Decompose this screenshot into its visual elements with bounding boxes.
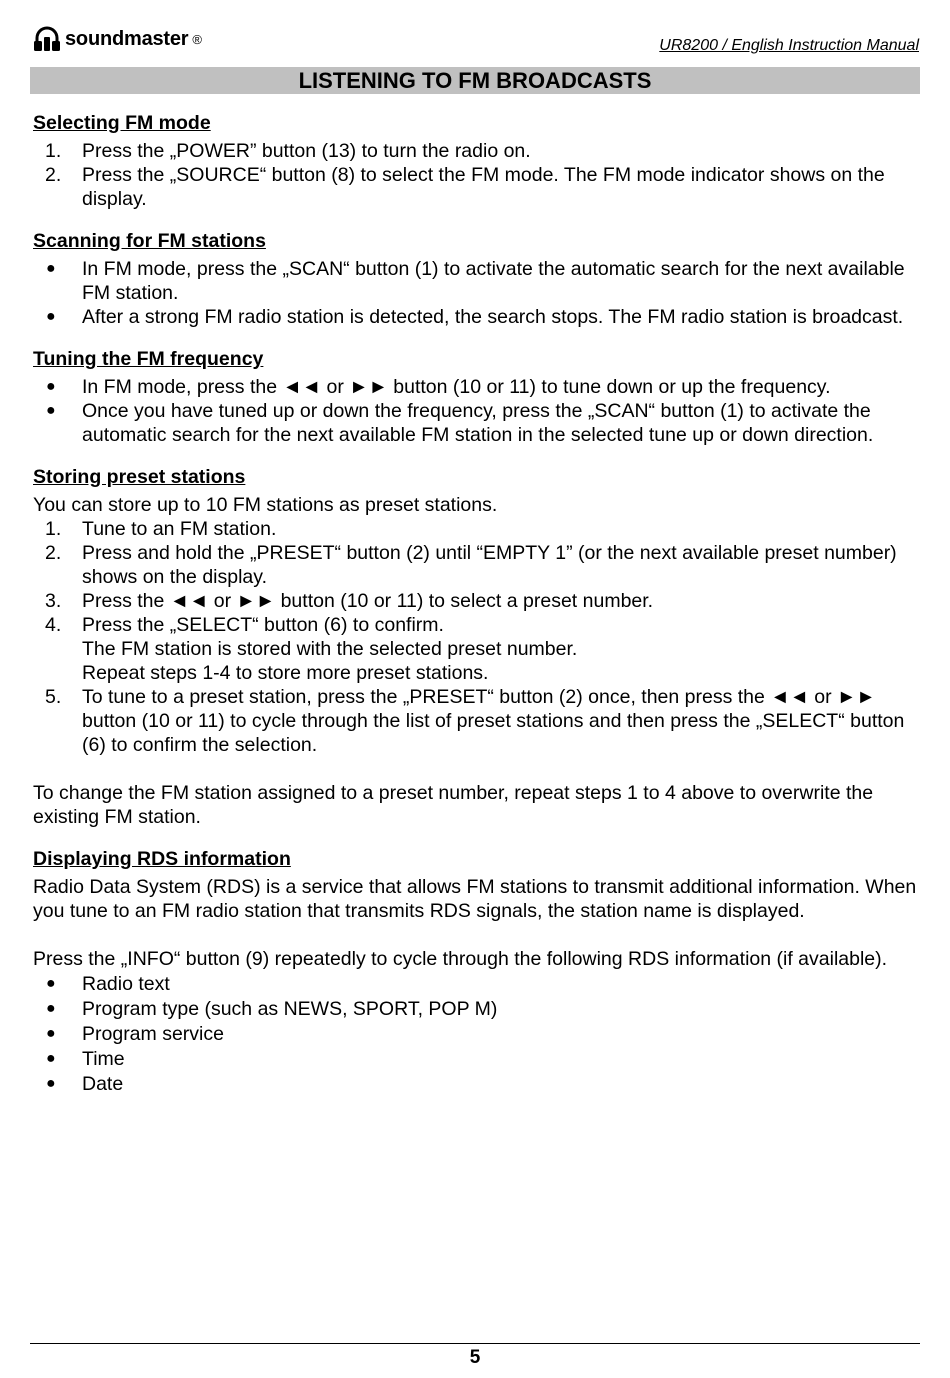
item-number: 3. [45,590,62,612]
item-number: 1. [45,518,62,540]
numbered-list [33,517,919,757]
brand-logo [33,24,202,54]
item-text: Tune to an FM station. [82,518,277,540]
bullet-icon: ● [46,378,56,395]
item-number: 5. [45,686,62,708]
section-selecting-fm-mode [33,109,919,211]
list-item [33,305,919,329]
section-scanning [33,227,919,329]
bullet-list [33,375,919,447]
page-header [33,24,919,56]
rds-paragraph-2: Press the „INFO“ button (9) repeatedly to cycle through the following RDS information (if available). [33,948,888,970]
page-content [33,109,919,1112]
section-storing-presets [33,463,919,829]
page-number: 5 [469,1347,481,1368]
section-heading: Scanning for FM stations [33,230,266,252]
bullet-icon: ● [46,260,56,277]
page-title: LISTENING TO FM BROADCASTS [30,67,920,94]
list-item [33,589,919,613]
item-text: After a strong FM radio station is detected, the search stops. The FM radio station is broadcast. [82,306,904,328]
item-number: 2. [45,542,62,564]
item-text: Radio text [82,973,170,995]
section-heading: Tuning the FM frequency [33,348,264,370]
item-text: Press the „SELECT“ button (6) to confirm. [82,614,444,636]
registered-mark: ® [192,31,202,47]
bullet-icon: ● [46,1075,56,1092]
list-item [33,257,919,305]
item-text: In FM mode, press the ◄◄ or ►► button (10 or 11) to tune down or up the frequency. [82,376,831,398]
item-text: Press and hold the „PRESET“ button (2) until “EMPTY 1” (or the next available preset number) shows on the display. [82,542,897,588]
item-text: Date [82,1073,124,1095]
footer-divider [30,1343,920,1344]
item-text: Press the „POWER” button (13) to turn the radio on. [82,140,531,162]
section-heading: Displaying RDS information [33,848,291,870]
item-text: Program type (such as NEWS, SPORT, POP M) [82,998,498,1020]
section-rds [33,845,919,1096]
list-item [33,1047,919,1071]
section-intro: You can store up to 10 FM stations as preset stations. [33,494,498,516]
section-heading: Storing preset stations [33,466,246,488]
list-item [33,399,919,447]
item-text: Once you have tuned up or down the frequency, press the „SCAN“ button (1) to activate the automatic search for the next available FM station in the selected tune up or down direction. [82,400,874,446]
list-item [33,997,919,1021]
list-item [33,1072,919,1096]
list-item [33,541,919,589]
item-text: Press the „SOURCE“ button (8) to select the FM mode. The FM mode indicator shows on the display. [82,164,885,210]
list-item [33,163,919,211]
list-item [33,972,919,996]
list-item [33,517,919,541]
item-text-line-3: Repeat steps 1-4 to store more preset stations. [82,662,489,684]
item-number: 1. [45,140,62,162]
item-text: To tune to a preset station, press the „PRESET“ button (2) once, then press the ◄◄ or ►► button (10 or 11) to cycle through the list of preset stations and then press the „SELECT“ button (6) to confirm the selection. [82,686,905,756]
soundmaster-logo-icon [33,26,61,52]
list-item [33,139,919,163]
section-tuning [33,345,919,447]
bullet-icon: ● [46,1025,56,1042]
brand-name: soundmaster [65,27,189,50]
list-item [33,1022,919,1046]
list-item [33,613,919,685]
item-text: Press the ◄◄ or ►► button (10 or 11) to select a preset number. [82,590,654,612]
bullet-icon: ● [46,402,56,419]
list-item [33,685,919,757]
rds-paragraph-1: Radio Data System (RDS) is a service that allows FM stations to transmit additional information. When you tune to an FM radio station that transmits RDS signals, the station name is displayed. [33,876,917,922]
bullet-list [33,257,919,329]
item-number: 2. [45,164,62,186]
bullet-icon: ● [46,975,56,992]
list-item [33,375,919,399]
section-heading: Selecting FM mode [33,112,211,134]
item-text-line-2: The FM station is stored with the selected preset number. [82,638,578,660]
manual-title: UR8200 / English Instruction Manual [659,37,919,54]
item-text: Program service [82,1023,224,1045]
preset-overwrite-note: To change the FM station assigned to a preset number, repeat steps 1 to 4 above to overwrite the existing FM station. [33,782,874,828]
item-number: 4. [45,614,62,636]
bullet-list [33,972,919,1096]
item-text: Time [82,1048,125,1070]
numbered-list [33,139,919,211]
bullet-icon: ● [46,1050,56,1067]
item-text: In FM mode, press the „SCAN“ button (1) to activate the automatic search for the next available FM station. [82,258,905,304]
bullet-icon: ● [46,308,56,325]
bullet-icon: ● [46,1000,56,1017]
